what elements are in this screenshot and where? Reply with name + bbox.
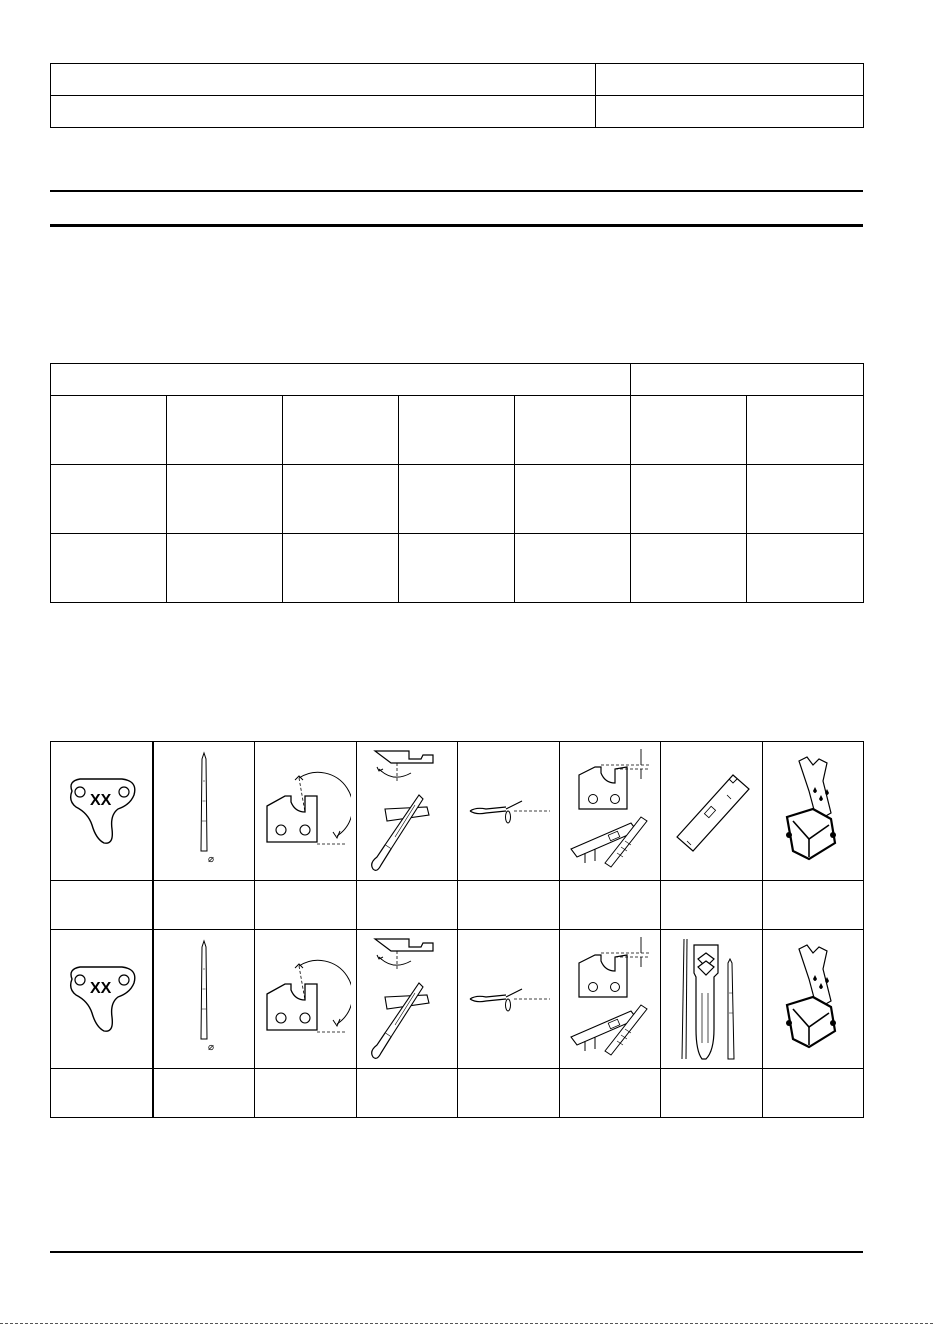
tools-fig-cell [51, 742, 153, 881]
round-file-icon [189, 939, 219, 1059]
footer-rule [50, 1251, 863, 1253]
file-kit-icon [672, 933, 752, 1065]
tools-fig-cell [153, 742, 255, 881]
tools-fig-cell [51, 930, 153, 1069]
spec-cell [515, 465, 631, 534]
spec-cell [51, 534, 167, 603]
tools-label-cell [153, 1069, 255, 1118]
drive-link-icon [58, 771, 144, 851]
spec-cell [747, 465, 864, 534]
spec-cell [51, 465, 167, 534]
spec-cell [399, 396, 515, 465]
tools-fig-cell [357, 930, 458, 1069]
tools-fig-cell [763, 930, 864, 1069]
tools-label-cell [763, 881, 864, 930]
file-diameter-symbol: ⌀ [207, 1042, 214, 1053]
round-file-icon [189, 751, 219, 871]
tools-label-cell [357, 881, 458, 930]
tools-fig-cell [560, 742, 661, 881]
tools-label-cell [51, 1069, 153, 1118]
tools-label-cell [357, 1069, 458, 1118]
tools-label-cell [51, 881, 153, 930]
file-diameter-symbol: ⌀ [207, 854, 214, 865]
tools-label-cell [560, 1069, 661, 1118]
section-rule-top [50, 190, 863, 192]
drive-link-marking: XX [90, 980, 112, 997]
depth-gauge-icon [565, 745, 655, 877]
spec-cell [747, 534, 864, 603]
file-position-icon [466, 979, 552, 1019]
section-rule-bottom [50, 224, 863, 227]
top-table [50, 63, 864, 128]
spec-cell [515, 534, 631, 603]
spec-table [50, 363, 864, 603]
tools-table [50, 741, 864, 1118]
depth-gauge-jig-icon [773, 939, 853, 1059]
top-table-cell [51, 64, 596, 96]
spec-cell [399, 465, 515, 534]
tools-label-cell [661, 1069, 763, 1118]
tools-label-cell [153, 881, 255, 930]
depth-gauge-jig-icon [773, 751, 853, 871]
drive-link-icon [58, 959, 144, 1039]
top-plate-angle-icon [261, 954, 351, 1044]
spec-cell [747, 396, 864, 465]
spec-group-header [51, 364, 631, 396]
top-plate-angle-icon [261, 766, 351, 856]
spec-cell [515, 396, 631, 465]
file-position-icon [466, 791, 552, 831]
top-table-cell [51, 96, 596, 128]
spec-cell [631, 534, 747, 603]
tools-fig-cell [763, 742, 864, 881]
spec-group-header [631, 364, 864, 396]
tools-fig-cell [255, 742, 357, 881]
tools-fig-cell [255, 930, 357, 1069]
tools-label-cell [763, 1069, 864, 1118]
spec-cell [167, 465, 283, 534]
file-holder-angle-icon [367, 745, 447, 877]
depth-gauge-icon [565, 933, 655, 1065]
spec-cell [283, 534, 399, 603]
spec-cell [631, 396, 747, 465]
drive-link-marking: XX [90, 792, 112, 809]
spec-cell [283, 465, 399, 534]
top-table-cell [596, 64, 864, 96]
tools-label-cell [255, 881, 357, 930]
tools-fig-cell [458, 742, 560, 881]
tools-label-cell [458, 1069, 560, 1118]
spec-cell [167, 396, 283, 465]
spec-cell [631, 465, 747, 534]
tools-fig-cell [458, 930, 560, 1069]
top-table-cell [596, 96, 864, 128]
tools-fig-cell [357, 742, 458, 881]
tools-label-cell [458, 881, 560, 930]
spec-cell [51, 396, 167, 465]
tools-label-cell [560, 881, 661, 930]
tools-label-cell [661, 881, 763, 930]
tools-fig-cell [661, 742, 763, 881]
tools-fig-cell [153, 930, 255, 1069]
spec-cell [399, 534, 515, 603]
spec-cell [167, 534, 283, 603]
tools-fig-cell [661, 930, 763, 1069]
file-holder-angle-icon [367, 933, 447, 1065]
depth-gauge-tool-icon [667, 761, 757, 861]
tools-label-cell [255, 1069, 357, 1118]
spec-cell [283, 396, 399, 465]
tools-fig-cell [560, 930, 661, 1069]
